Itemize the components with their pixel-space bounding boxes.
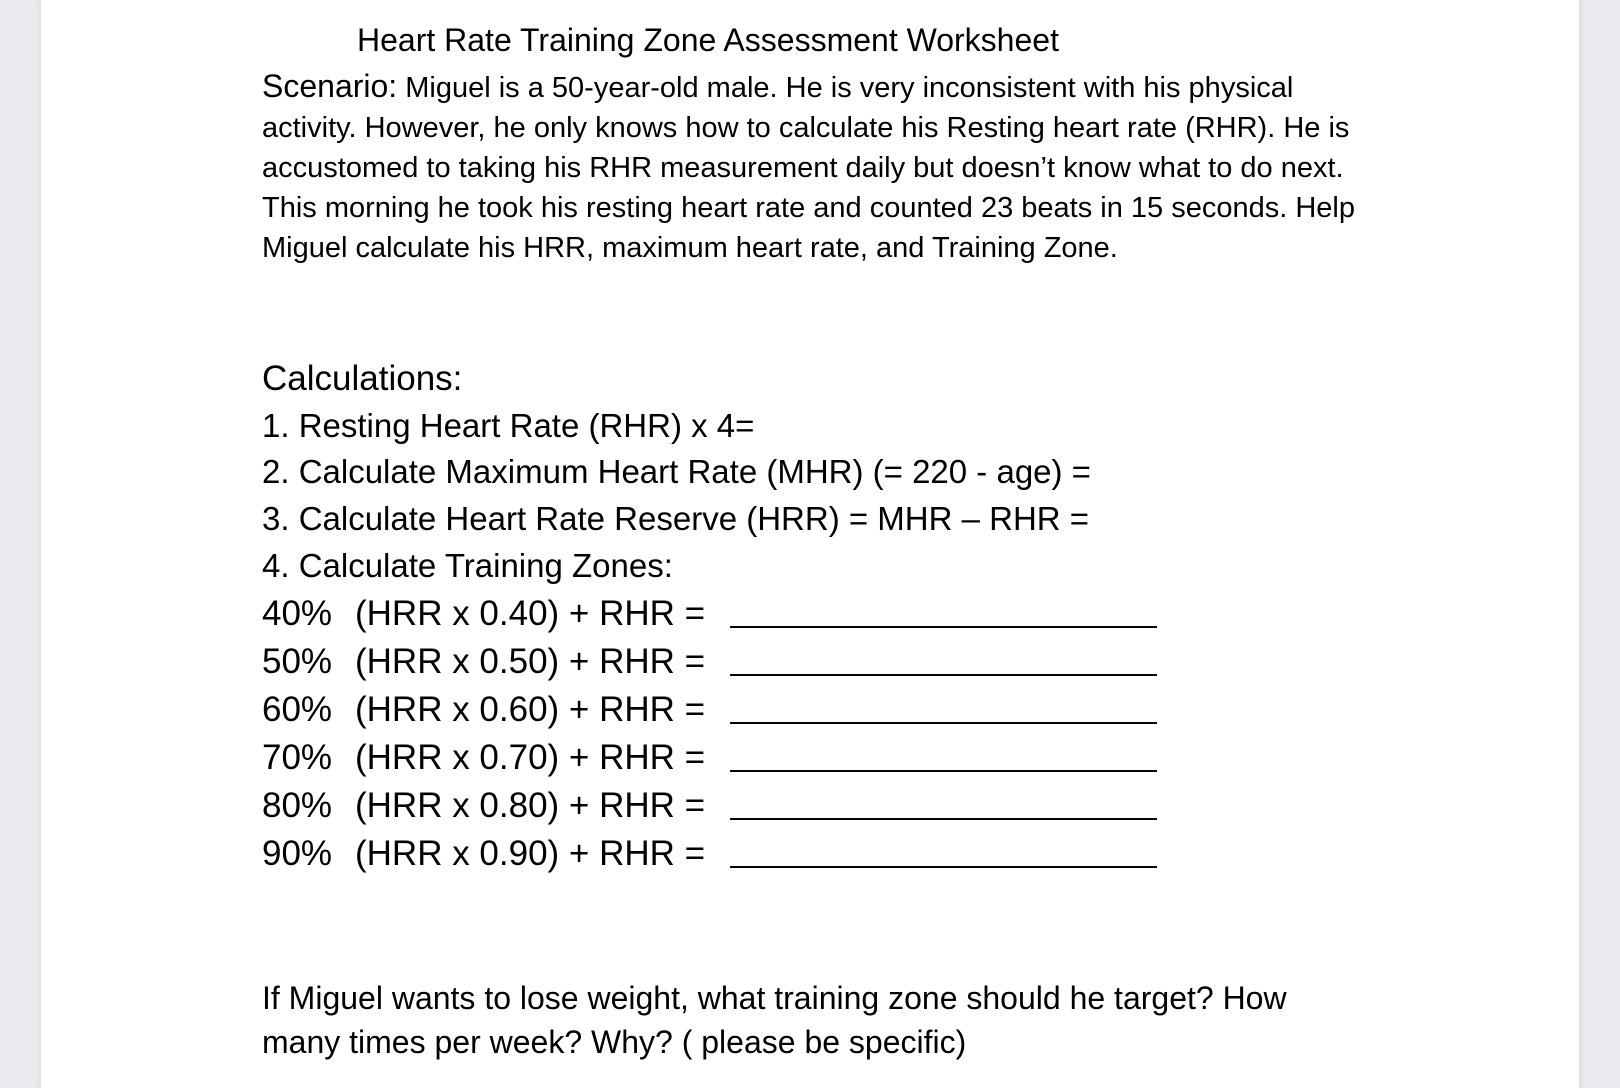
zone-formula: (HRR x 0.50) + RHR = bbox=[355, 642, 706, 681]
worksheet-title: Heart Rate Training Zone Assessment Worksheet bbox=[357, 22, 1059, 58]
zone-formula: (HRR x 0.80) + RHR = bbox=[355, 786, 706, 825]
zone-row bbox=[262, 736, 705, 780]
step-rhr: 1. Resting Heart Rate (RHR) x 4= bbox=[262, 407, 755, 444]
question-line: If Miguel wants to lose weight, what training zone should he target? How bbox=[262, 980, 1287, 1016]
zone-row bbox=[262, 640, 705, 684]
scenario-line bbox=[262, 66, 1422, 108]
answer-blank-40[interactable] bbox=[730, 626, 1157, 628]
zone-row bbox=[262, 592, 705, 636]
zone-row bbox=[262, 832, 705, 876]
zone-percent: 40% bbox=[262, 594, 333, 633]
scenario-paragraph bbox=[262, 66, 1422, 268]
zone-percent: 80% bbox=[262, 786, 333, 825]
zone-percent: 70% bbox=[262, 738, 333, 777]
answer-blank-90[interactable] bbox=[730, 866, 1157, 868]
scenario-line: Miguel calculate his HRR, maximum heart rate, and Training Zone. bbox=[262, 232, 1118, 264]
scenario-line: accustomed to taking his RHR measurement daily but doesn’t know what to do next. bbox=[262, 152, 1344, 184]
zone-percent: 90% bbox=[262, 834, 333, 873]
zone-formula: (HRR x 0.40) + RHR = bbox=[355, 594, 706, 633]
document-page bbox=[41, 0, 1579, 1088]
answer-blank-70[interactable] bbox=[730, 770, 1157, 772]
scenario-line: activity. However, he only knows how to calculate his Resting heart rate (RHR). He is bbox=[262, 112, 1350, 144]
answer-blank-50[interactable] bbox=[730, 674, 1157, 676]
scenario-line: This morning he took his resting heart rate and counted 23 beats in 15 seconds. Help bbox=[262, 192, 1355, 224]
question-line: many times per week? Why? ( please be specific) bbox=[262, 1024, 967, 1060]
scenario-text: Miguel is a 50-year-old male. He is very inconsistent with his physical bbox=[397, 72, 1294, 104]
calculations-heading: Calculations: bbox=[262, 359, 463, 398]
scenario-label: Scenario: bbox=[262, 68, 398, 104]
zone-row bbox=[262, 784, 705, 828]
answer-blank-60[interactable] bbox=[730, 722, 1157, 724]
zone-percent: 60% bbox=[262, 690, 333, 729]
zone-percent: 50% bbox=[262, 642, 333, 681]
answer-blank-80[interactable] bbox=[730, 818, 1157, 820]
step-training-zones: 4. Calculate Training Zones: bbox=[262, 547, 673, 584]
zone-formula: (HRR x 0.60) + RHR = bbox=[355, 690, 706, 729]
weight-loss-question bbox=[262, 976, 1287, 1064]
zone-formula: (HRR x 0.70) + RHR = bbox=[355, 738, 706, 777]
zone-row bbox=[262, 688, 705, 732]
step-mhr: 2. Calculate Maximum Heart Rate (MHR) (= 220 - age) = bbox=[262, 453, 1091, 490]
step-hrr: 3. Calculate Heart Rate Reserve (HRR) = MHR – RHR = bbox=[262, 500, 1090, 537]
zone-formula: (HRR x 0.90) + RHR = bbox=[355, 834, 706, 873]
